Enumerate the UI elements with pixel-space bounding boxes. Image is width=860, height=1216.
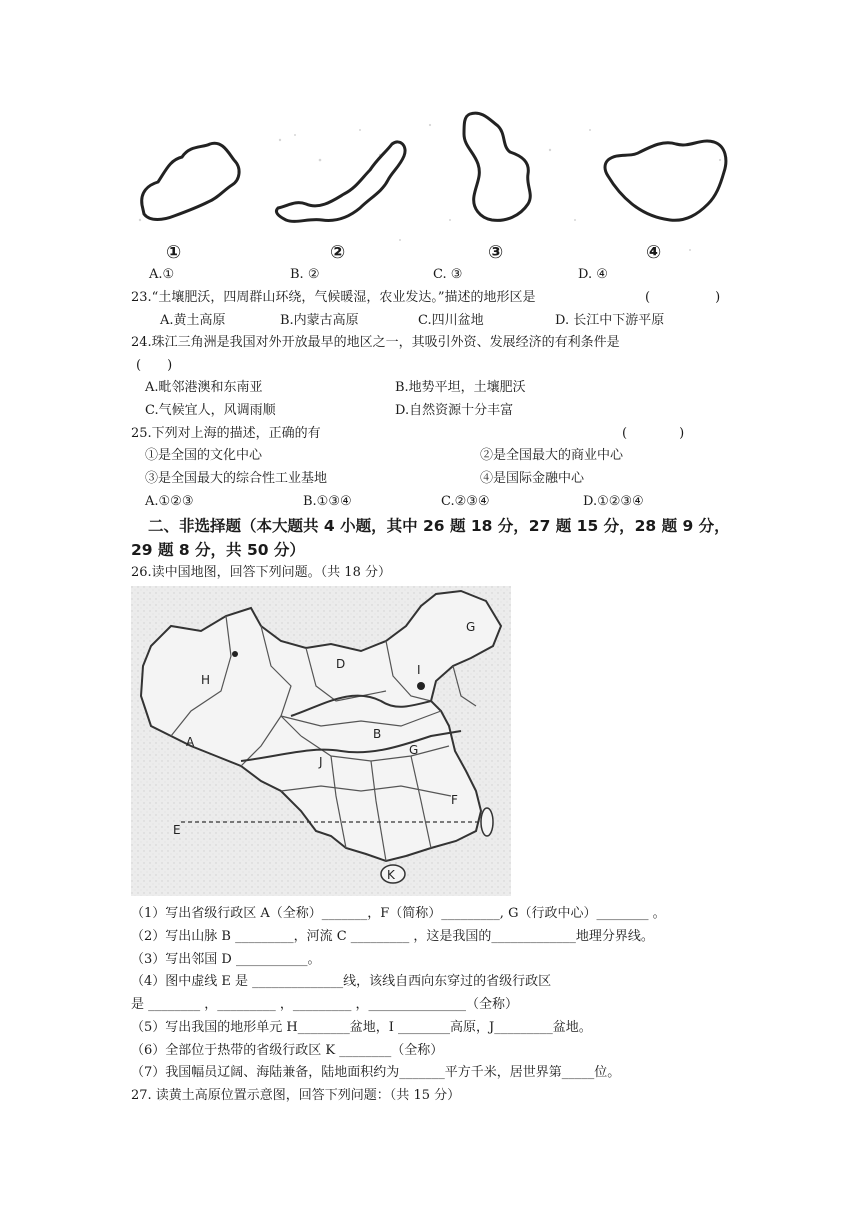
numeral-2: ② bbox=[330, 242, 346, 263]
numeral-3: ③ bbox=[488, 242, 504, 263]
map-1 bbox=[142, 143, 239, 219]
q26-stem: 26.读中国地图，回答下列问题。（共 18 分） bbox=[131, 565, 391, 580]
q26-sub-2: （2）写出山脉 B _________，河流 C _________ ，这是我国的_____________地理分界线。 bbox=[131, 929, 654, 944]
q25-statement-2: ②是全国最大的商业中心 bbox=[480, 448, 624, 463]
q27-stem: 27. 读黄土高原位置示意图，回答下列问题：（共 15 分） bbox=[131, 1088, 461, 1103]
q23-option-b: B.内蒙古高原 bbox=[280, 313, 359, 328]
q25-option-b: B.①③④ bbox=[303, 494, 352, 509]
q24-answer-bracket: ( ) bbox=[136, 358, 173, 373]
map-label-i: I bbox=[417, 663, 421, 677]
q25-option-a: A.①②③ bbox=[145, 494, 194, 509]
q23-stem: 23.“土壤肥沃，四周群山环绕，气候暖湿，农业发达。”描述的地形区是 bbox=[131, 290, 536, 305]
q24-stem: 24.珠江三角洲是我国对外开放最早的地区之一，其吸引外资、发展经济的有利条件是 bbox=[131, 335, 620, 350]
q26-sub-1: （1）写出省级行政区 A（全称）_______，F（简称）_________, G（行政中心）________ 。 bbox=[131, 906, 666, 921]
q24-option-c: C.气候宜人，风调雨顺 bbox=[145, 403, 276, 418]
q25-statement-3: ③是全国最大的综合性工业基地 bbox=[145, 471, 328, 486]
q25-option-d: D.①②③④ bbox=[583, 494, 644, 509]
map-label-a: A bbox=[186, 735, 195, 749]
map-label-k: K bbox=[387, 868, 395, 882]
section-2-heading-line-2: 29 题 8 分，共 50 分） bbox=[131, 541, 305, 559]
map-label-e: E bbox=[173, 823, 181, 837]
map-label-b: B bbox=[373, 727, 382, 741]
q24-option-a: A.毗邻港澳和东南亚 bbox=[145, 380, 263, 395]
map-label-d: D bbox=[336, 657, 346, 671]
q22-option-b: B. ② bbox=[290, 267, 320, 282]
numeral-4: ④ bbox=[646, 242, 662, 263]
numeral-1: ① bbox=[166, 242, 182, 263]
section-2-heading-line-1: 二、非选择题（本大题共 4 小题，其中 26 题 18 分，27 题 15 分，28 题 9 分， bbox=[148, 517, 730, 535]
q26-sub-5: （5）写出我国的地形单元 H________盆地，I ________高原，J_________盆地。 bbox=[131, 1020, 592, 1035]
province-outline-maps bbox=[130, 100, 730, 265]
map-label-h: H bbox=[201, 673, 211, 687]
q25-statement-1: ①是全国的文化中心 bbox=[145, 448, 263, 463]
china-map bbox=[131, 586, 511, 896]
map-4 bbox=[605, 141, 726, 220]
q23-option-c: C.四川盆地 bbox=[418, 313, 484, 328]
q25-answer-bracket: ( ) bbox=[622, 426, 685, 441]
q26-sub-4-cont: 是 ________ ，_________ ，_________ ，_______________（全称） bbox=[131, 997, 519, 1012]
map-2 bbox=[276, 142, 405, 221]
q26-sub-3: （3）写出邻国 D ___________。 bbox=[131, 952, 321, 967]
q26-sub-6: （6）全部位于热带的省级行政区 K ________（全称） bbox=[131, 1043, 444, 1058]
q25-statement-4: ④是国际金融中心 bbox=[480, 471, 585, 486]
q22-option-a: A.① bbox=[149, 267, 175, 282]
q23-option-a: A.黄土高原 bbox=[160, 313, 226, 328]
q23-answer-bracket: ( ) bbox=[645, 290, 721, 305]
map-label-g-central: G bbox=[409, 743, 419, 757]
q25-option-c: C.②③④ bbox=[441, 494, 490, 509]
q22-option-d: D. ④ bbox=[578, 267, 608, 282]
q26-sub-7: （7）我国幅员辽阔、海陆兼备，陆地面积约为_______平方千米，居世界第_____位。 bbox=[131, 1065, 621, 1080]
q25-stem: 25.下列对上海的描述，正确的有 bbox=[131, 426, 321, 441]
q24-option-d: D.自然资源十分丰富 bbox=[395, 403, 514, 418]
map-label-j: J bbox=[319, 755, 323, 769]
q24-option-b: B.地势平坦，土壤肥沃 bbox=[395, 380, 526, 395]
map-label-f: F bbox=[451, 793, 458, 807]
q22-option-c: C. ③ bbox=[433, 267, 463, 282]
map-label-g-north: G bbox=[466, 620, 476, 634]
q26-sub-4: （4）图中虚线 E 是 ______________线，该线自西向东穿过的省级行政区 bbox=[131, 974, 552, 989]
map-3 bbox=[464, 113, 530, 220]
q23-option-d: D. 长江中下游平原 bbox=[555, 313, 665, 328]
